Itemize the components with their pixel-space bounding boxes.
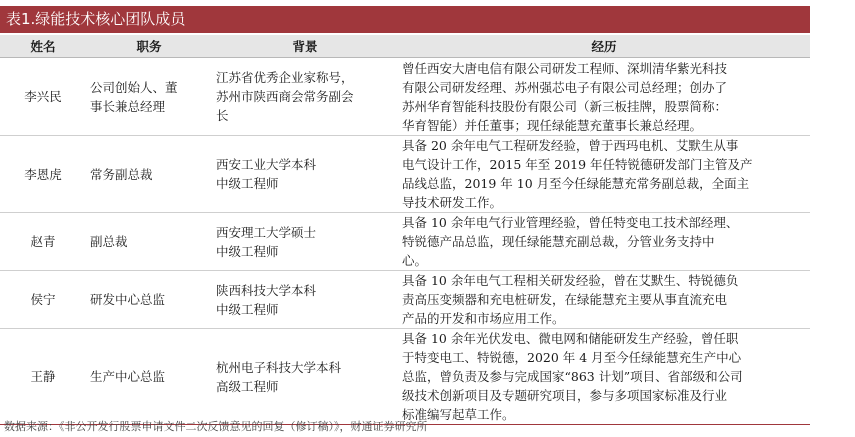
- column-header-background: 背景: [212, 35, 398, 58]
- cell-experience-line: 级技术创新项目及专题研究项目，参与多项国家标准及行业: [402, 388, 728, 403]
- cell-role-line: 公司创始人、董: [90, 79, 178, 95]
- cell-experience-line: 具备 10 余年电气行业管理经验，曾任特变电工技术部经理、: [402, 215, 739, 230]
- cell-role: [86, 58, 212, 136]
- cell-background: [212, 213, 398, 271]
- cell-background-line: 江苏省优秀企业家称号，: [216, 70, 354, 85]
- cell-experience-line: 产品的开发和市场应用工作。: [402, 311, 565, 326]
- cell-role-line: 研发中心总监: [90, 292, 166, 307]
- cell-background-line: 苏州市陕西商会常务副会: [216, 89, 354, 104]
- cell-background-line: 西安工业大学本科: [216, 157, 317, 172]
- core-team-table: [0, 35, 810, 425]
- cell-background-line: 长: [216, 108, 229, 123]
- cell-experience: [398, 213, 810, 271]
- table-body: [0, 58, 810, 425]
- cell-experience-line: 心。: [402, 253, 428, 268]
- cell-experience-line: 具备 20 余年电气工程研发经验，曾于西玛电机、艾默生从事: [402, 138, 739, 153]
- table-row: [0, 213, 810, 271]
- cell-experience-line: 曾任西安大唐电信有限公司研发工程师、深圳清华紫光科技: [402, 60, 728, 76]
- cell-background: [212, 271, 398, 329]
- cell-role: [86, 136, 212, 213]
- cell-name: 王静: [0, 329, 86, 425]
- cell-role-line: 事长兼总经理: [90, 98, 166, 114]
- cell-experience-line: 具备 10 余年电气工程相关研发经验，曾在艾默生、特锐德负: [402, 273, 739, 288]
- cell-name: 李恩虎: [0, 136, 86, 213]
- cell-experience-line: 品线总监，2019 年 10 月至今任绿能慧充常务副总裁，全面主: [402, 176, 750, 191]
- cell-role: [86, 271, 212, 329]
- cell-experience-line: 特锐德产品总监，现任绿能慧充副总裁，分管业务支持中: [402, 234, 715, 249]
- cell-background: [212, 329, 398, 425]
- source-note: 数据来源：《非公开发行股票申请文件二次反馈意见的回复（修订稿）》，财通证券研究所: [4, 420, 428, 433]
- cell-experience-line: 电气设计工作，2015 年至 2019 年任特锐德研发部门主管及产: [402, 157, 753, 172]
- cell-experience: [398, 136, 810, 213]
- table-row: [0, 329, 810, 425]
- column-header-name: 姓名: [0, 35, 86, 58]
- cell-experience-line: 总监，曾负责及参与完成国家“863 计划”项目、省部级和公司: [402, 369, 743, 384]
- cell-experience-line: 标准编写起草工作。: [402, 407, 515, 422]
- cell-experience: [398, 58, 810, 136]
- table-row: [0, 58, 810, 136]
- cell-background-line: 杭州电子科技大学本科: [216, 359, 342, 375]
- cell-experience-line: 责高压变频器和充电桩研发，在绿能慧充主要从事直流充电: [402, 292, 728, 307]
- cell-background: [212, 136, 398, 213]
- cell-role-line: 生产中心总监: [90, 369, 166, 384]
- cell-experience: [398, 271, 810, 329]
- cell-background: [212, 58, 398, 136]
- cell-background-line: 中级工程师: [216, 243, 279, 259]
- cell-experience-line: 苏州华育智能科技股份有限公司（新三板挂牌，股票简称：: [402, 98, 728, 114]
- cell-name: 赵青: [0, 213, 86, 271]
- cell-background-line: 西安理工大学硕士: [216, 224, 317, 240]
- cell-experience-line: 导技术研发工作。: [402, 195, 503, 210]
- cell-name: 侯宁: [0, 271, 86, 329]
- cell-experience-line: 华育智能）并任董事；现任绿能慧充董事长兼总经理。: [402, 117, 703, 133]
- table-row: [0, 136, 810, 213]
- cell-experience-line: 具备 10 余年光伏发电、微电网和储能研发生产经验，曾任职: [402, 331, 739, 346]
- table-row: [0, 271, 810, 329]
- cell-background-line: 中级工程师: [216, 301, 279, 317]
- cell-background-line: 陕西科技大学本科: [216, 282, 317, 298]
- cell-background-line: 中级工程师: [216, 176, 279, 191]
- cell-role: [86, 329, 212, 425]
- cell-background-line: 高级工程师: [216, 378, 279, 394]
- table-title: 表1.绿能技术核心团队成员: [0, 6, 810, 33]
- column-header-role: 职务: [86, 35, 212, 58]
- cell-role-line: 副总裁: [90, 234, 128, 249]
- cell-experience-line: 有限公司研发经理、苏州强芯电子有限公司总经理；创办了: [402, 79, 728, 95]
- cell-experience-line: 于特变电工、特锐德，2020 年 4 月至今任绿能慧充生产中心: [402, 350, 742, 365]
- table-header: [0, 35, 810, 58]
- cell-experience: [398, 329, 810, 425]
- cell-name: 李兴民: [0, 58, 86, 136]
- column-header-experience: 经历: [398, 35, 810, 58]
- cell-role-line: 常务副总裁: [90, 166, 153, 182]
- cell-role: [86, 213, 212, 271]
